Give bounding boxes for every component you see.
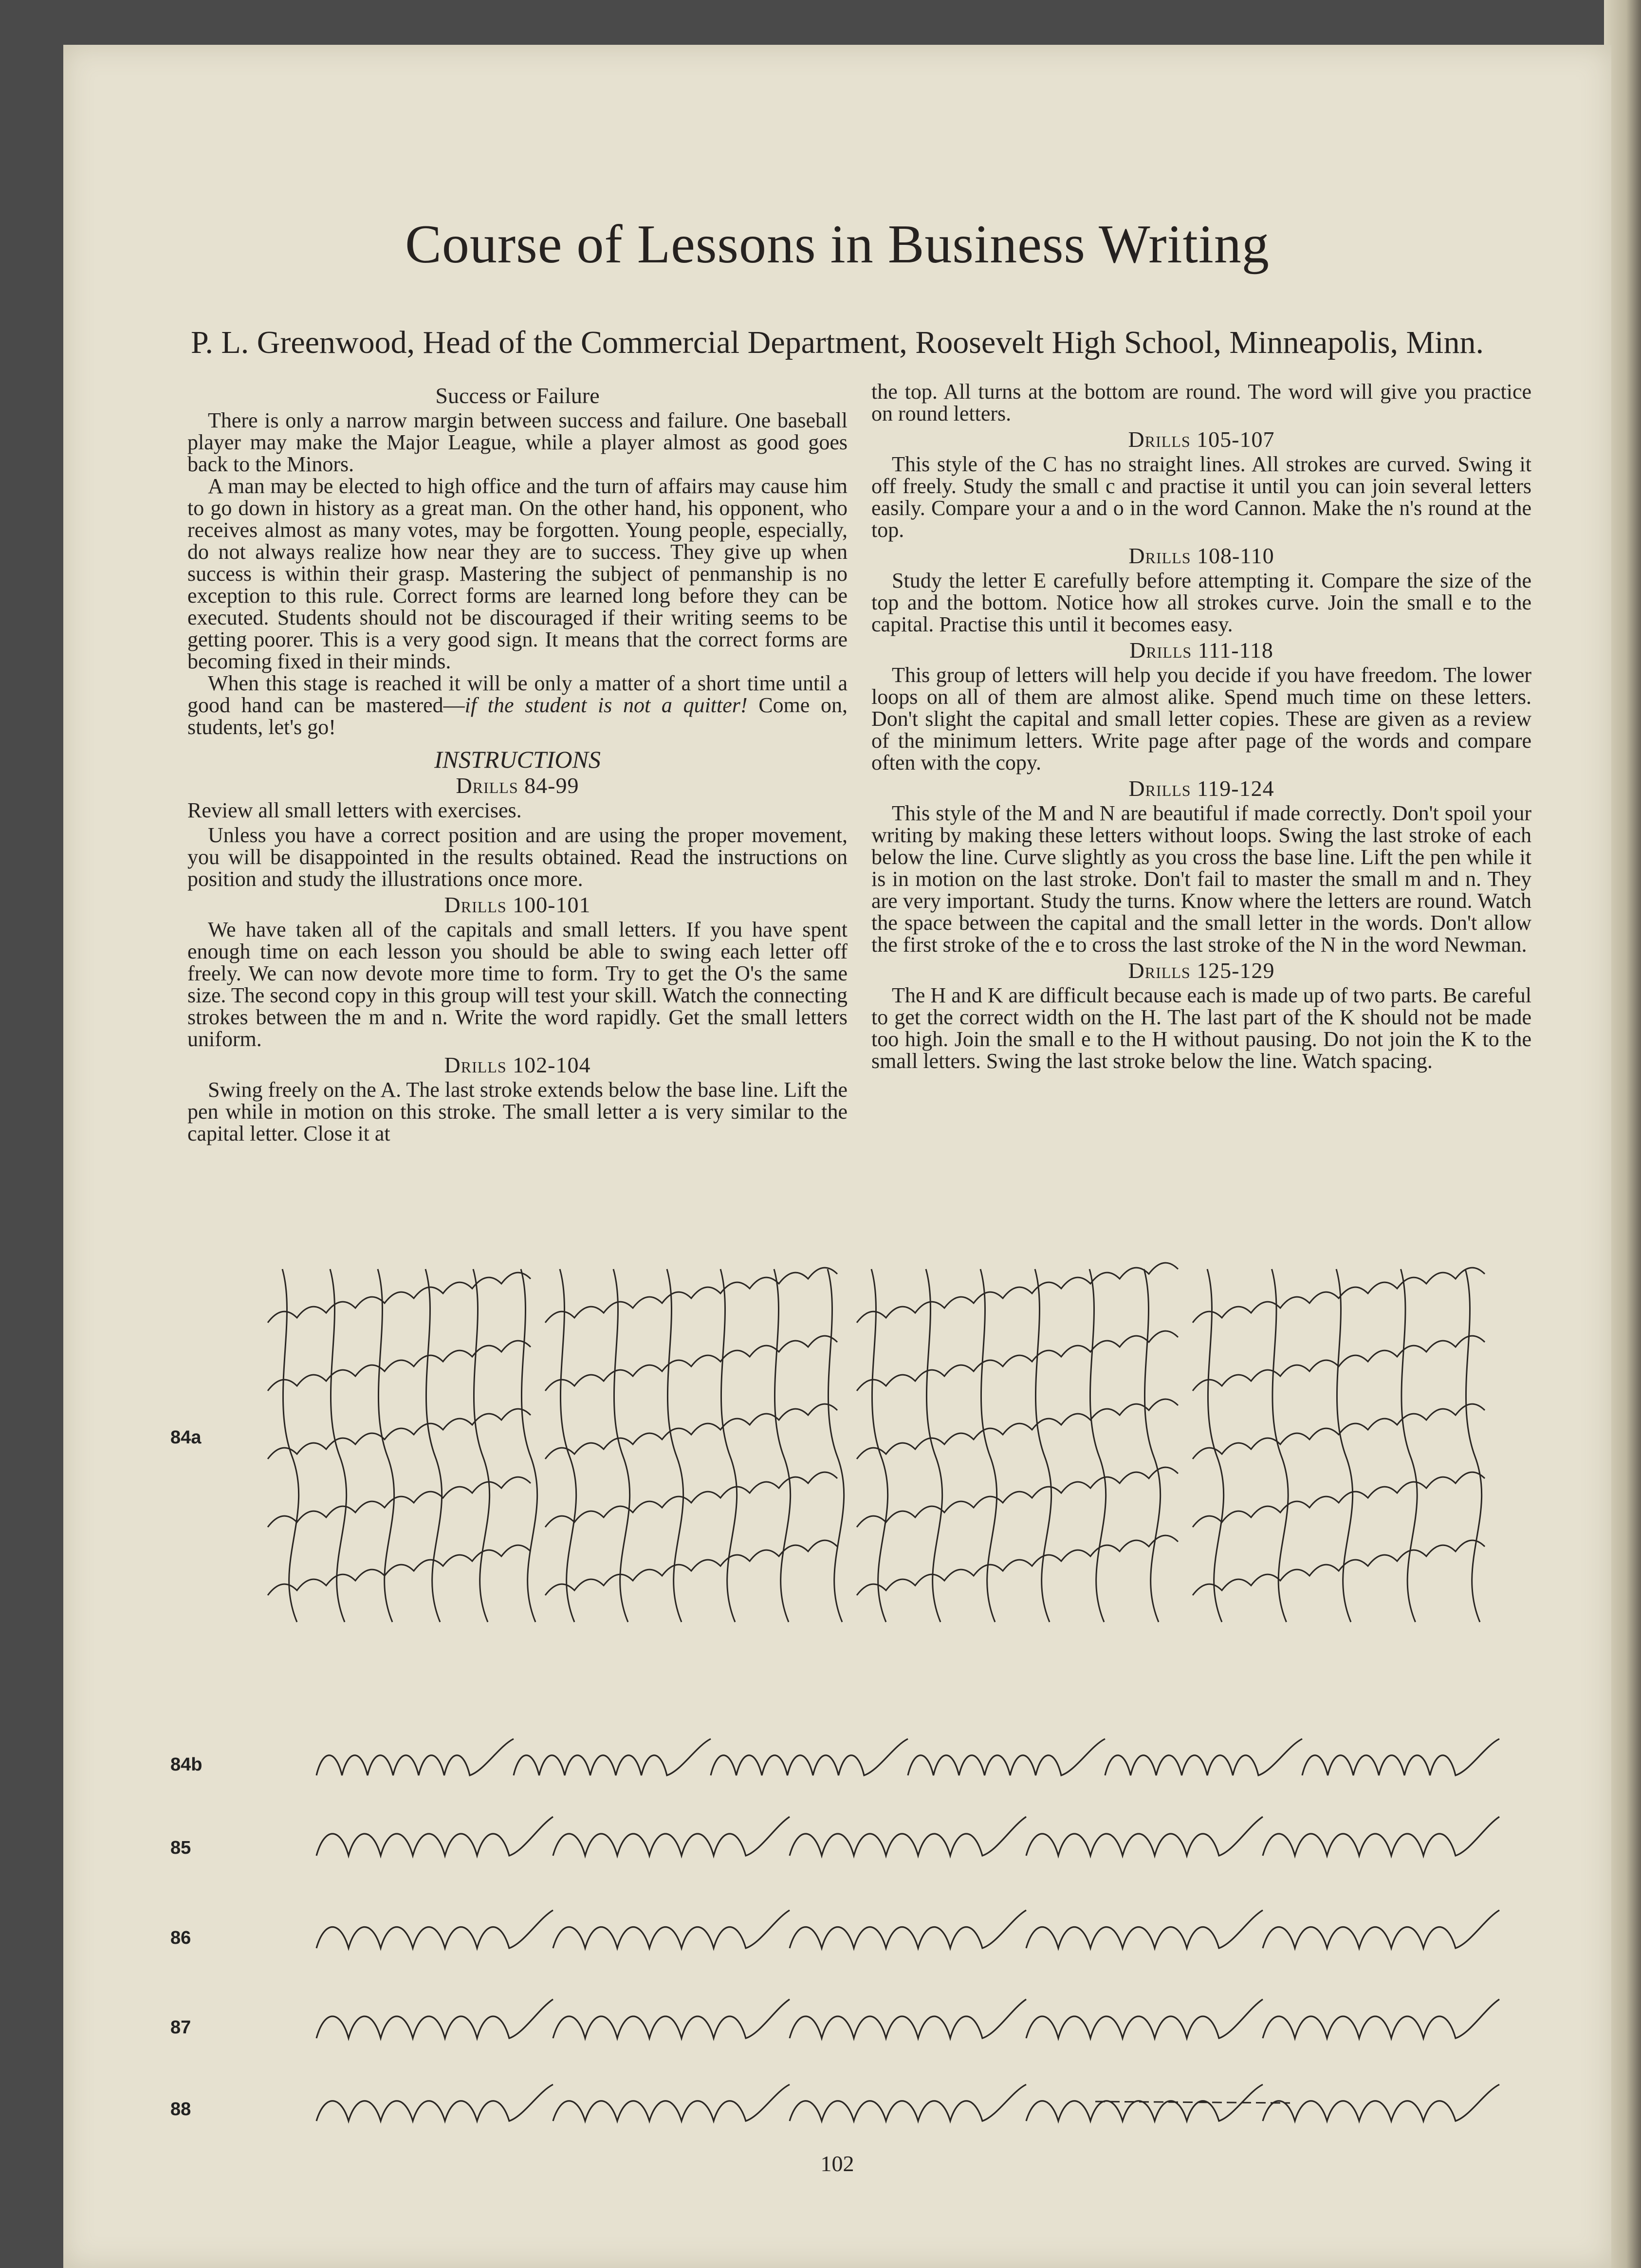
drill-word-rows: [316, 1739, 1499, 2121]
cursive-word: [553, 1910, 790, 1948]
drill-label-88: 88: [170, 2099, 191, 2120]
grid-cross-stroke: [1193, 1336, 1485, 1391]
drill-heading: Drills 108-110: [1128, 543, 1274, 568]
grid-cross-stroke: [857, 1467, 1178, 1527]
cursive-word: [1105, 1739, 1302, 1775]
cursive-word: [1026, 1999, 1263, 2038]
paragraph: the top. All turns at the bottom are round. The word will give you practice on round letters.: [871, 380, 1531, 425]
cursive-word: [790, 2084, 1026, 2121]
grid-cross-stroke: [545, 1268, 837, 1323]
cursive-word: [316, 2084, 553, 2121]
grid-downstroke: [613, 1269, 630, 1622]
cursive-word: [316, 1910, 553, 1948]
grid-cross-stroke: [857, 1535, 1178, 1595]
drill-label-84a: 84a: [170, 1427, 202, 1448]
cursive-word: [1026, 2084, 1263, 2121]
cursive-word: [790, 1910, 1026, 1948]
grid-downstroke: [1089, 1269, 1106, 1622]
cursive-word: [1263, 1910, 1499, 1948]
grid-downstroke: [1207, 1269, 1224, 1622]
paragraph: This style of the M and N are beautiful if made correctly. Don't spoil your writing by making these letters without loops. Swing the last stroke of each below the line. Curve slightly as you cross the base line. Lift the pen while it is in motion on the last stroke. Don't fail to master the small m and n. They are very important. Study the turns. Know where the letters are round. Watch the space between the capital and the small letter in the words. Don't allow the first stroke of the e to cross the last stroke of the N in the word Newman.: [871, 801, 1531, 957]
drill-heading: Drills 111-118: [1129, 638, 1273, 663]
grid-downstroke: [1465, 1269, 1482, 1622]
drill-heading: Drills 125-129: [1128, 958, 1275, 983]
drill-heading: Drills 100-101: [444, 892, 591, 917]
grid-cross-stroke: [857, 1399, 1178, 1459]
article-byline: P. L. Greenwood, Head of the Commercial Department, Roosevelt High School, Minneapolis, Minn.: [190, 325, 1484, 360]
grid-cross-stroke: [545, 1404, 837, 1459]
paragraph: There is only a narrow margin between success and failure. One baseball player may make the Major League, while a player almost as good goes back to the Minors.: [187, 408, 848, 476]
grid-cross-stroke: [857, 1263, 1178, 1323]
drill-label-85: 85: [170, 1838, 191, 1858]
grid-downstroke: [1401, 1269, 1418, 1622]
paragraph: When this stage is reached it will be only a matter of a short time until a good hand can be mastered—if the student is not a quitter! Come on, students, let's go!: [187, 671, 848, 739]
drill-heading: Drills 119-124: [1128, 776, 1274, 801]
grid-downstroke: [828, 1269, 844, 1622]
grid-downstroke: [774, 1269, 791, 1622]
paragraph: Swing freely on the A. The last stroke extends below the base line. Lift the pen while in motion on this stroke. The small letter a is very similar to the capital letter. Close it at: [187, 1078, 848, 1145]
grid-cross-stroke: [1193, 1268, 1485, 1323]
grid-downstroke: [1144, 1269, 1161, 1622]
drill-heading: Drills 105-107: [1128, 427, 1275, 452]
cursive-word: [1263, 1999, 1499, 2038]
grid-cross-stroke: [545, 1540, 837, 1595]
paragraph: Review all small letters with exercises.: [187, 798, 522, 822]
paragraph: This style of the C has no straight lines. All strokes are curved. Swing it off freely. Study the small c and practise it until you can join several letters easily. Compare your a and o in the word Cannon. Make the n's round at the top.: [871, 452, 1531, 542]
grid-downstroke: [980, 1269, 997, 1622]
article-title: Course of Lessons in Business Writing: [405, 214, 1270, 275]
page-number: 102: [820, 2151, 854, 2176]
grid-cross-stroke: [268, 1409, 531, 1459]
grid-cross-stroke: [1193, 1404, 1485, 1459]
drill-label-84b: 84b: [170, 1754, 203, 1775]
grid-downstroke: [926, 1269, 942, 1622]
penmanship-drill-illustration: [63, 45, 1611, 2268]
paragraph: Study the letter E carefully before attempting it. Compare the size of the top and the bottom. Notice how all strokes curve. Join the small e to the capital. Practise this until it becomes easy.: [871, 569, 1531, 636]
cursive-word: [316, 1999, 553, 2038]
grid-downstroke: [330, 1269, 347, 1622]
cursive-word: [1302, 1739, 1499, 1775]
paragraph: The H and K are difficult because each is made up of two parts. Be careful to get the correct width on the H. The last part of the K should not be made too high. Join the small e to the H without pausing. Do not join the K to the small letters. Swing the last stroke below the line. Watch spacing.: [871, 983, 1531, 1073]
cursive-word: [553, 1999, 790, 2038]
grid-downstroke: [1272, 1269, 1289, 1622]
grid-downstroke: [378, 1269, 394, 1622]
drill-label-87: 87: [170, 2017, 191, 2038]
section-heading-success-or-failure: Success or Failure: [435, 383, 600, 408]
cursive-word: [514, 1739, 711, 1775]
grid-cross-stroke: [268, 1272, 531, 1323]
page-sheet: [63, 45, 1611, 2268]
instructions-heading: INSTRUCTIONS: [434, 746, 601, 773]
grid-downstroke: [720, 1269, 737, 1622]
grid-downstroke: [473, 1269, 490, 1622]
grid-downstroke: [871, 1269, 888, 1622]
cursive-word: [908, 1739, 1105, 1775]
cursive-word: [1263, 1817, 1499, 1856]
drill-label-86: 86: [170, 1928, 191, 1948]
left-column: [187, 381, 848, 1144]
grid-downstroke: [1035, 1269, 1051, 1622]
cursive-word: [1026, 1910, 1263, 1948]
grid-downstroke: [1336, 1269, 1353, 1622]
cursive-word: [711, 1739, 908, 1775]
cursive-word: [1026, 1817, 1263, 1856]
cursive-word: [790, 1999, 1026, 2038]
cursive-word: [316, 1817, 553, 1856]
cursive-word: [790, 1817, 1026, 1856]
drill-heading: Drills 102-104: [444, 1052, 591, 1077]
grid-cross-stroke: [268, 1545, 531, 1595]
cursive-word: [316, 1739, 514, 1775]
grid-cross-stroke: [268, 1341, 531, 1391]
paragraph: This group of letters will help you decide if you have freedom. The lower loops on all of them are almost alike. Spend much time on these letters. Don't slight the capital and small letter copies. These are given as a review of the minimum letters. Write page after page of the words and compare often with the copy.: [871, 663, 1531, 774]
paragraph: We have taken all of the capitals and small letters. If you have spent enough time on each lesson you should be able to swing each letter off freely. We can now devote more time to form. Try to get the O's the same size. The second copy in this group will test your skill. Watch the connecting strokes between the m and n. Write the word rapidly. Get the small letters uniform.: [187, 918, 848, 1051]
drill-heading: Drills 84-99: [456, 773, 579, 798]
grid-cross-stroke: [545, 1336, 837, 1391]
paragraph: A man may be elected to high office and the turn of affairs may cause him to go down in history as a great man. On the other hand, his opponent, who receives almost as many votes, may be forgotten. Young people, especially, do not always realize how near they are to success. They give up when success is within their grasp. Mastering the subject of penmanship is no exception to this rule. Correct forms are learned long before they can be executed. Students should not be discouraged if their writing seems to be getting poorer. This is a very good sign. It means that the correct forms are becoming fixed in their minds.: [187, 474, 848, 673]
grid-cross-stroke: [268, 1477, 531, 1527]
cursive-word: [1263, 2084, 1499, 2121]
cursive-word: [553, 2084, 790, 2121]
grid-downstroke: [282, 1269, 299, 1622]
grid-cross-stroke: [857, 1331, 1178, 1391]
grid-cross-stroke: [1193, 1540, 1485, 1595]
grid-downstroke: [667, 1269, 683, 1622]
grid-downstroke: [560, 1269, 576, 1622]
grid-cross-stroke: [1193, 1472, 1485, 1527]
grid-downstroke: [425, 1269, 442, 1622]
right-column: [871, 381, 1531, 1072]
faint-rule: [1095, 2102, 1290, 2103]
grid-downstroke: [521, 1269, 537, 1622]
drill-84a-letter-grid: [268, 1263, 1485, 1622]
paragraph: Unless you have a correct position and are using the proper movement, you will be disappointed in the results obtained. Read the instructions on position and study the illustrations once more.: [187, 823, 848, 891]
grid-cross-stroke: [545, 1472, 837, 1527]
cursive-word: [553, 1817, 790, 1856]
